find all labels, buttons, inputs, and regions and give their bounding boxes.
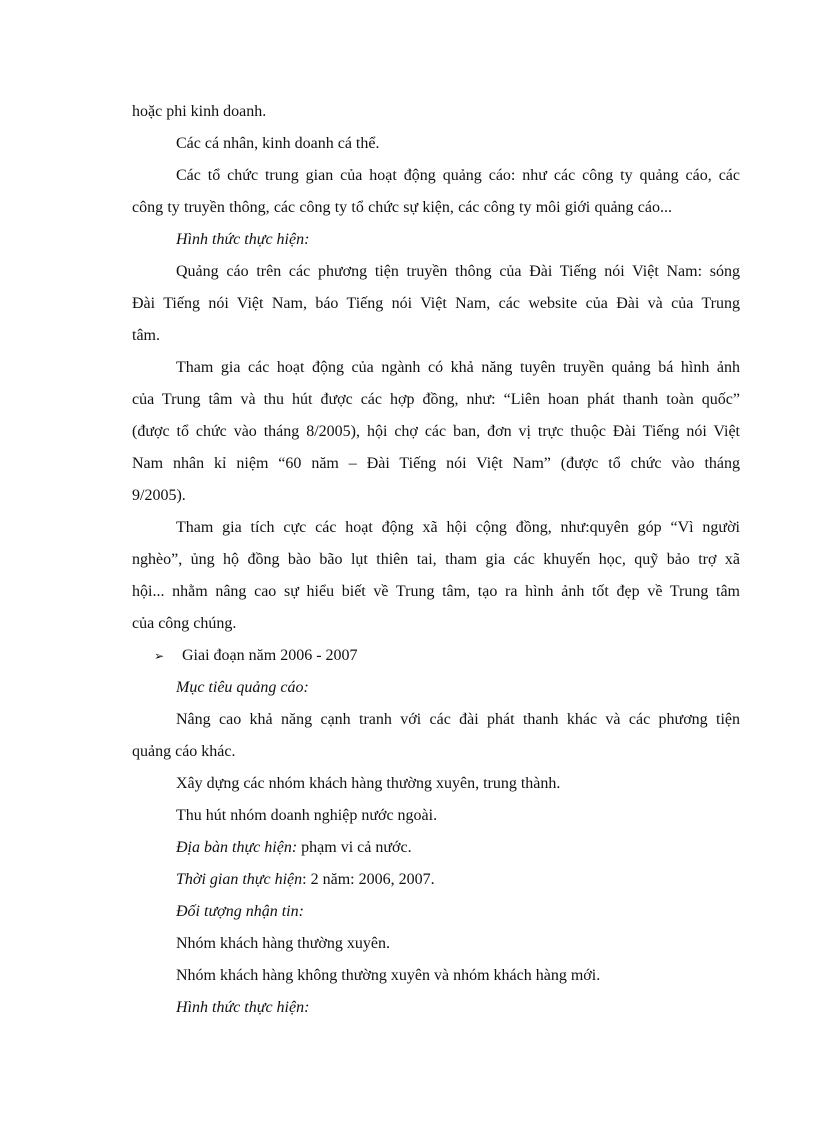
dia-ban-label: Địa bàn thực hiện: [176,839,298,856]
dia-ban-line [176,838,412,858]
dia-ban-value: phạm vi cả nước. [297,839,412,856]
text-line: Tham gia các hoạt động của ngành có khả năng tuyên truyền quảng bá hình ảnh [176,359,740,376]
text-line: Nhóm khách hàng không thường xuyên và nhóm khách hàng mới. [176,967,601,984]
thoi-gian-value: : 2 năm: 2006, 2007. [302,871,435,888]
text-line: Nâng cao khả năng cạnh tranh với các đài phát thanh khác và các phương tiện [176,711,740,728]
text-line: Nam nhân kỉ niệm “60 năm – Đài Tiếng nói Việt Nam” (được tổ chức vào tháng [132,455,740,472]
text-line: Thu hút nhóm doanh nghiệp nước ngoài. [176,807,438,824]
text-line: Quảng cáo trên các phương tiện truyền thông của Đài Tiếng nói Việt Nam: sóng [176,263,740,280]
arrow-bullet-icon: ➢ [154,649,165,663]
bullet-heading: Giai đoạn năm 2006 - 2007 [182,647,358,664]
text-line: hội... nhằm nâng cao sự hiểu biết về Trung tâm, tạo ra hình ảnh tốt đẹp về Trung tâm [132,583,740,600]
text-line: nghèo”, ủng hộ đồng bào bão lụt thiên tai, tham gia các khuyến học, quỹ bảo trợ xã [132,551,740,568]
section-heading: Hình thức thực hiện: [176,231,310,248]
text-line: Nhóm khách hàng thường xuyên. [176,935,390,952]
text-line: công ty truyền thông, các công ty tổ chức sự kiện, các công ty môi giới quảng cáo... [132,199,672,216]
thoi-gian-line [176,870,435,890]
text-line: 9/2005). [132,487,186,504]
text-line: hoặc phi kinh doanh. [132,103,267,120]
text-line: quảng cáo khác. [132,743,236,760]
text-line: của Trung tâm và thu hút được các hợp đồng, như: “Liên hoan phát thanh toàn quốc” [132,391,740,408]
thoi-gian-label: Thời gian thực hiện [176,871,303,888]
section-heading: Mục tiêu quảng cáo: [176,679,309,696]
text-line: tâm. [132,327,160,344]
text-line: Các tổ chức trung gian của hoạt động quảng cáo: như các công ty quảng cáo, các [176,167,740,184]
text-line: Xây dựng các nhóm khách hàng thường xuyên, trung thành. [176,775,561,792]
text-line: Tham gia tích cực các hoạt động xã hội cộng đồng, như:quyên góp “Vì người [176,519,740,536]
section-heading: Đối tượng nhận tin: [176,903,304,920]
text-line: (được tổ chức vào tháng 8/2005), hội chợ các ban, đơn vị trực thuộc Đài Tiếng nói Việt [132,423,740,440]
text-line: Đài Tiếng nói Việt Nam, báo Tiếng nói Việt Nam, các website của Đài và của Trung [132,295,740,312]
text-line: Các cá nhân, kinh doanh cá thể. [176,135,380,152]
text-line: của công chúng. [132,615,237,632]
section-heading: Hình thức thực hiện: [176,999,310,1016]
